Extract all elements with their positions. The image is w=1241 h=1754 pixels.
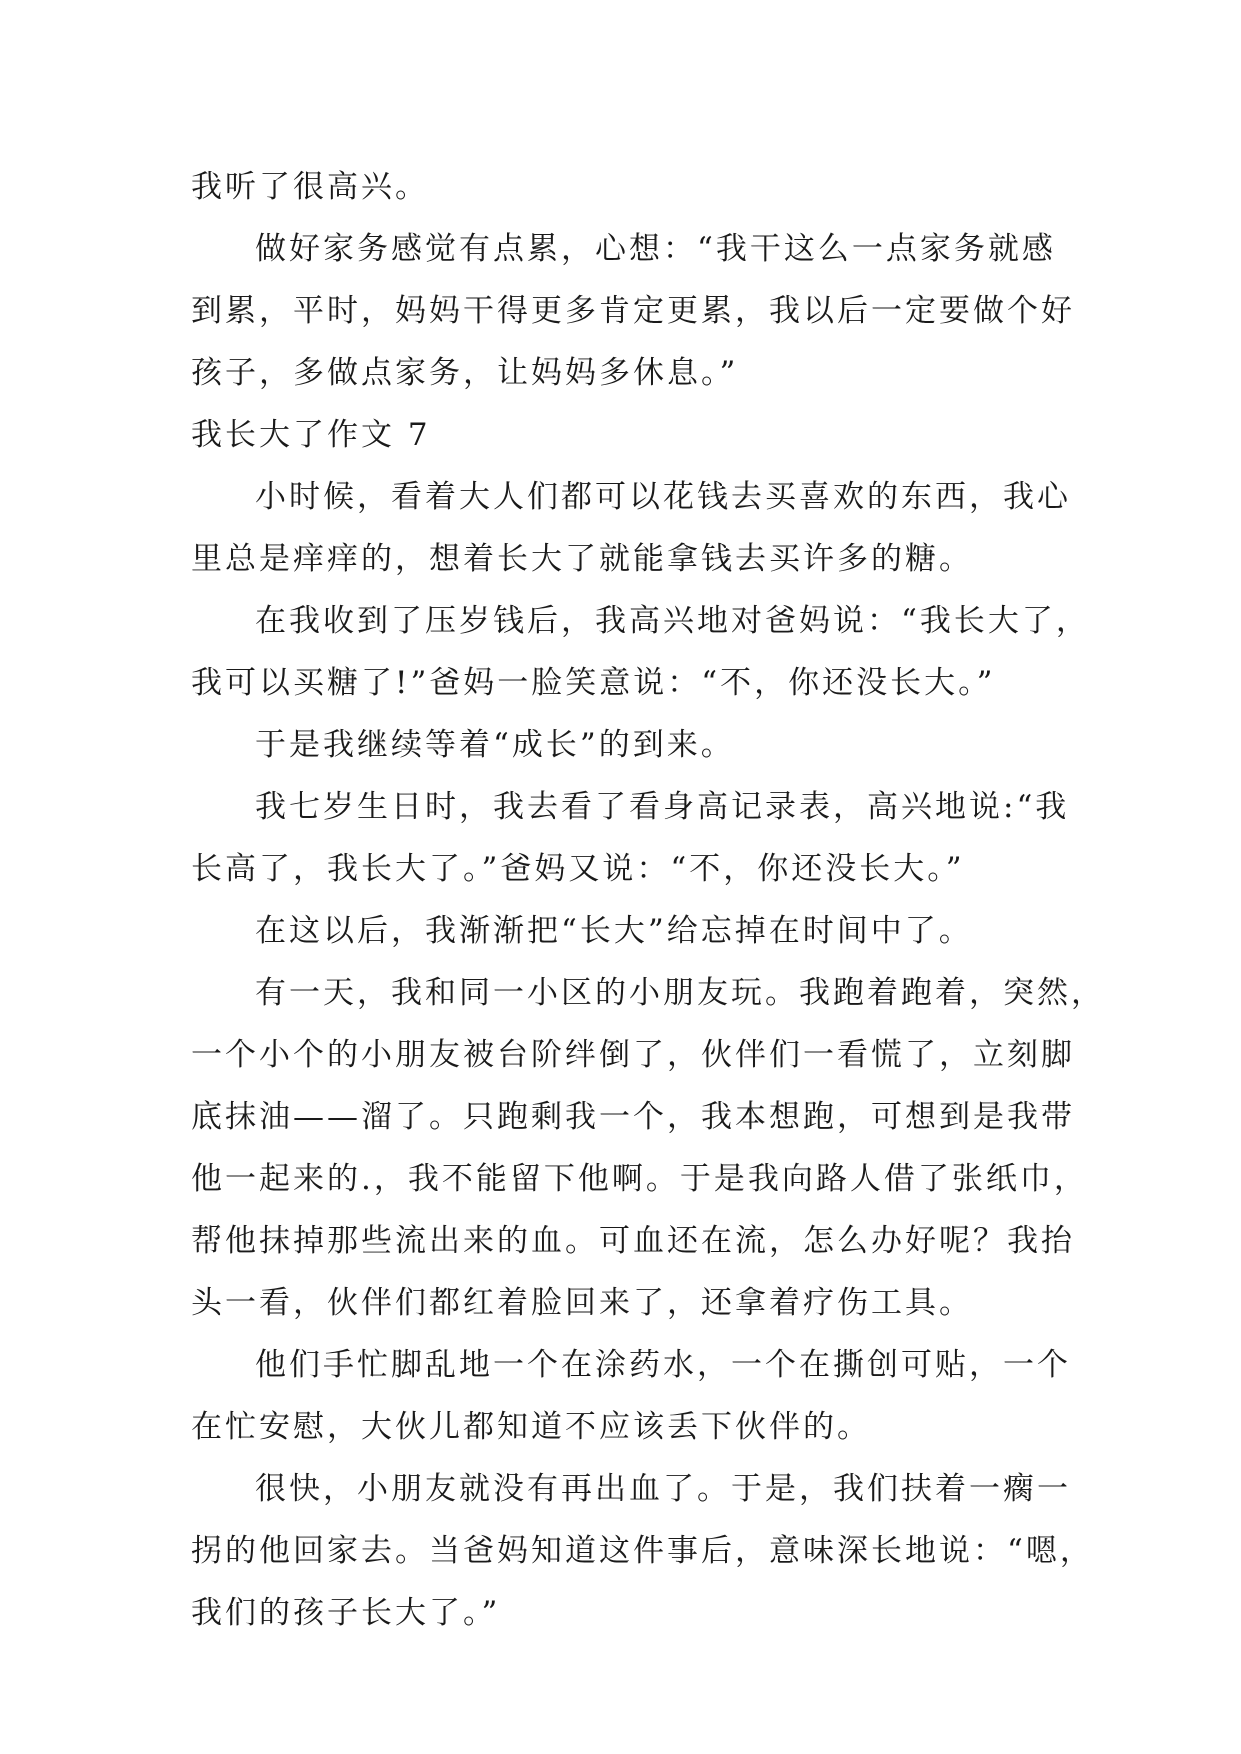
essay-heading: 我长大了作文 7: [191, 417, 431, 453]
text-line: 头一看，伙伴们都红着脸回来了，还拿着疗伤工具。: [191, 1285, 973, 1321]
document-page: [191, 156, 1105, 1644]
text-line: 有一天，我和同一小区的小朋友玩。我跑着跑着，突然，: [255, 975, 1105, 1011]
text-line: 一个小个的小朋友被台阶绊倒了，伙伴们一看慌了，立刻脚: [191, 1037, 1075, 1073]
text-line: 孩子，多做点家务，让妈妈多休息。”: [191, 355, 739, 391]
text-line: 我七岁生日时，我去看了看身高记录表，高兴地说:“我: [255, 789, 1070, 825]
text-line: 我们的孩子长大了。”: [191, 1595, 501, 1631]
text-line: 他们手忙脚乱地一个在涂药水，一个在撕创可贴，一个: [255, 1347, 1071, 1383]
text-line: 帮他抹掉那些流出来的血。可血还在流，怎么办好呢？我抬: [191, 1223, 1075, 1259]
text-line: 我可以买糖了!”爸妈一脸笑意说：“不，你还没长大。”: [191, 665, 996, 701]
text-line: 我听了很高兴。: [191, 169, 429, 205]
text-line: 做好家务感觉有点累，心想：“我干这么一点家务就感: [255, 231, 1056, 267]
text-line: 于是我继续等着“成长”的到来。: [255, 727, 735, 763]
text-line: 很快，小朋友就没有再出血了。于是，我们扶着一瘸一: [255, 1471, 1071, 1507]
text-line: 拐的他回家去。当爸妈知道这件事后，意味深长地说：“嗯，: [191, 1533, 1094, 1569]
text-line: 小时候，看着大人们都可以花钱去买喜欢的东西，我心: [255, 479, 1071, 515]
text-line: 在这以后，我渐渐把“长大”给忘掉在时间中了。: [255, 913, 973, 949]
text-line: 在我收到了压岁钱后，我高兴地对爸妈说：“我长大了，: [255, 603, 1090, 639]
text-line: 底抹油——溜了。只跑剩我一个，我本想跑，可想到是我带: [191, 1099, 1075, 1135]
text-line: 在忙安慰，大伙儿都知道不应该丢下伙伴的。: [191, 1409, 871, 1445]
text-line: 他一起来的.，我不能留下他啊。于是我向路人借了张纸巾，: [191, 1161, 1088, 1197]
text-line: 里总是痒痒的，想着长大了就能拿钱去买许多的糖。: [191, 541, 973, 577]
text-line: 长高了，我长大了。”爸妈又说：“不，你还没长大。”: [191, 851, 965, 887]
text-line: 到累，平时，妈妈干得更多肯定更累，我以后一定要做个好: [191, 293, 1075, 329]
